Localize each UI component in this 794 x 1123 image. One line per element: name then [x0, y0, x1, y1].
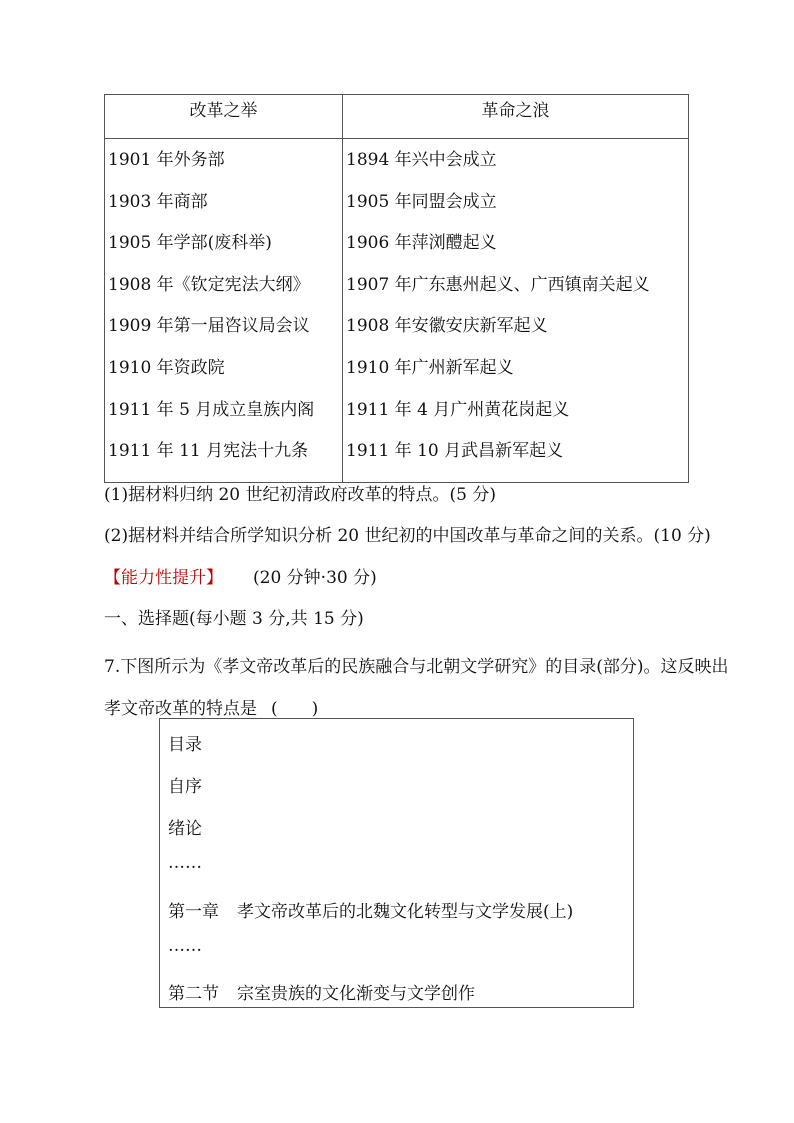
question-1: (1)据材料归纳 20 世纪初清政府改革的特点。(5 分) [104, 485, 497, 505]
section-2-label: 第二节 [168, 984, 219, 1004]
reform-item: 1911 年 11 月宪法十九条 [108, 441, 309, 462]
header-revolution: 革命之浪 [343, 95, 689, 139]
reform-item: 1909 年第一届咨议局会议 [108, 316, 310, 337]
table-header-row [105, 95, 689, 139]
chapter-1-title: 孝文帝改革后的北魏文化转型与文学发展(上) [237, 902, 574, 922]
header-reform: 改革之举 [105, 95, 343, 139]
toc-title: 目录 [168, 735, 202, 755]
question-7-text: 7.下图所示为《孝文帝改革后的民族融合与北朝文学研究》的目录(部分)。这反映出孝文帝改革的特点是 [104, 657, 729, 719]
reform-item: 1905 年学部(废科举) [108, 233, 272, 254]
revolution-item: 1911 年 4 月广州黄花岗起义 [346, 399, 570, 420]
multiple-choice-heading: 一、选择题(每小题 3 分,共 15 分) [104, 609, 364, 629]
revolution-item: 1894 年兴中会成立 [346, 150, 497, 170]
section-heading [104, 563, 377, 588]
revolution-item: 1911 年 10 月武昌新军起义 [346, 441, 564, 462]
revolution-column [343, 139, 689, 483]
reform-item: 1910 年资政院 [108, 357, 225, 378]
reform-item: 1911 年 5 月成立皇族内阁 [108, 399, 315, 420]
toc-introduction: 绪论 [168, 819, 202, 839]
revolution-item: 1906 年萍浏醴起义 [346, 233, 497, 254]
section-time: (20 分钟·30 分) [253, 568, 377, 588]
chapter-1-label: 第一章 [168, 902, 219, 922]
toc-chapter-1 [168, 897, 573, 922]
section-tag: 【能力性提升】 [104, 568, 223, 588]
toc-preface: 自序 [168, 777, 202, 797]
answer-blank: ( ) [271, 699, 319, 719]
revolution-item: 1908 年安徽安庆新军起义 [346, 316, 548, 337]
toc-section-2 [168, 979, 475, 1004]
table-body-row [105, 139, 689, 483]
events-table [104, 94, 689, 483]
revolution-item: 1910 年广州新军起义 [346, 357, 514, 378]
events-table-wrapper [104, 94, 689, 483]
revolution-item: 1905 年同盟会成立 [346, 191, 497, 212]
revolution-item: 1907 年广东惠州起义、广西镇南关起义 [346, 274, 650, 295]
table-of-contents-box [159, 718, 634, 1008]
reform-item: 1908 年《钦定宪法大纲》 [108, 274, 310, 295]
question-2: (2)据材料并结合所学知识分析 20 世纪初的中国改革与革命之间的关系。(10 分) [104, 526, 711, 546]
section-2-title: 宗室贵族的文化渐变与文学创作 [237, 984, 475, 1004]
reform-item: 1901 年外务部 [108, 150, 225, 170]
toc-ellipsis-2: …… [168, 936, 202, 956]
reform-item: 1903 年商部 [108, 191, 208, 212]
toc-ellipsis: …… [168, 853, 202, 873]
reform-column [105, 139, 343, 483]
